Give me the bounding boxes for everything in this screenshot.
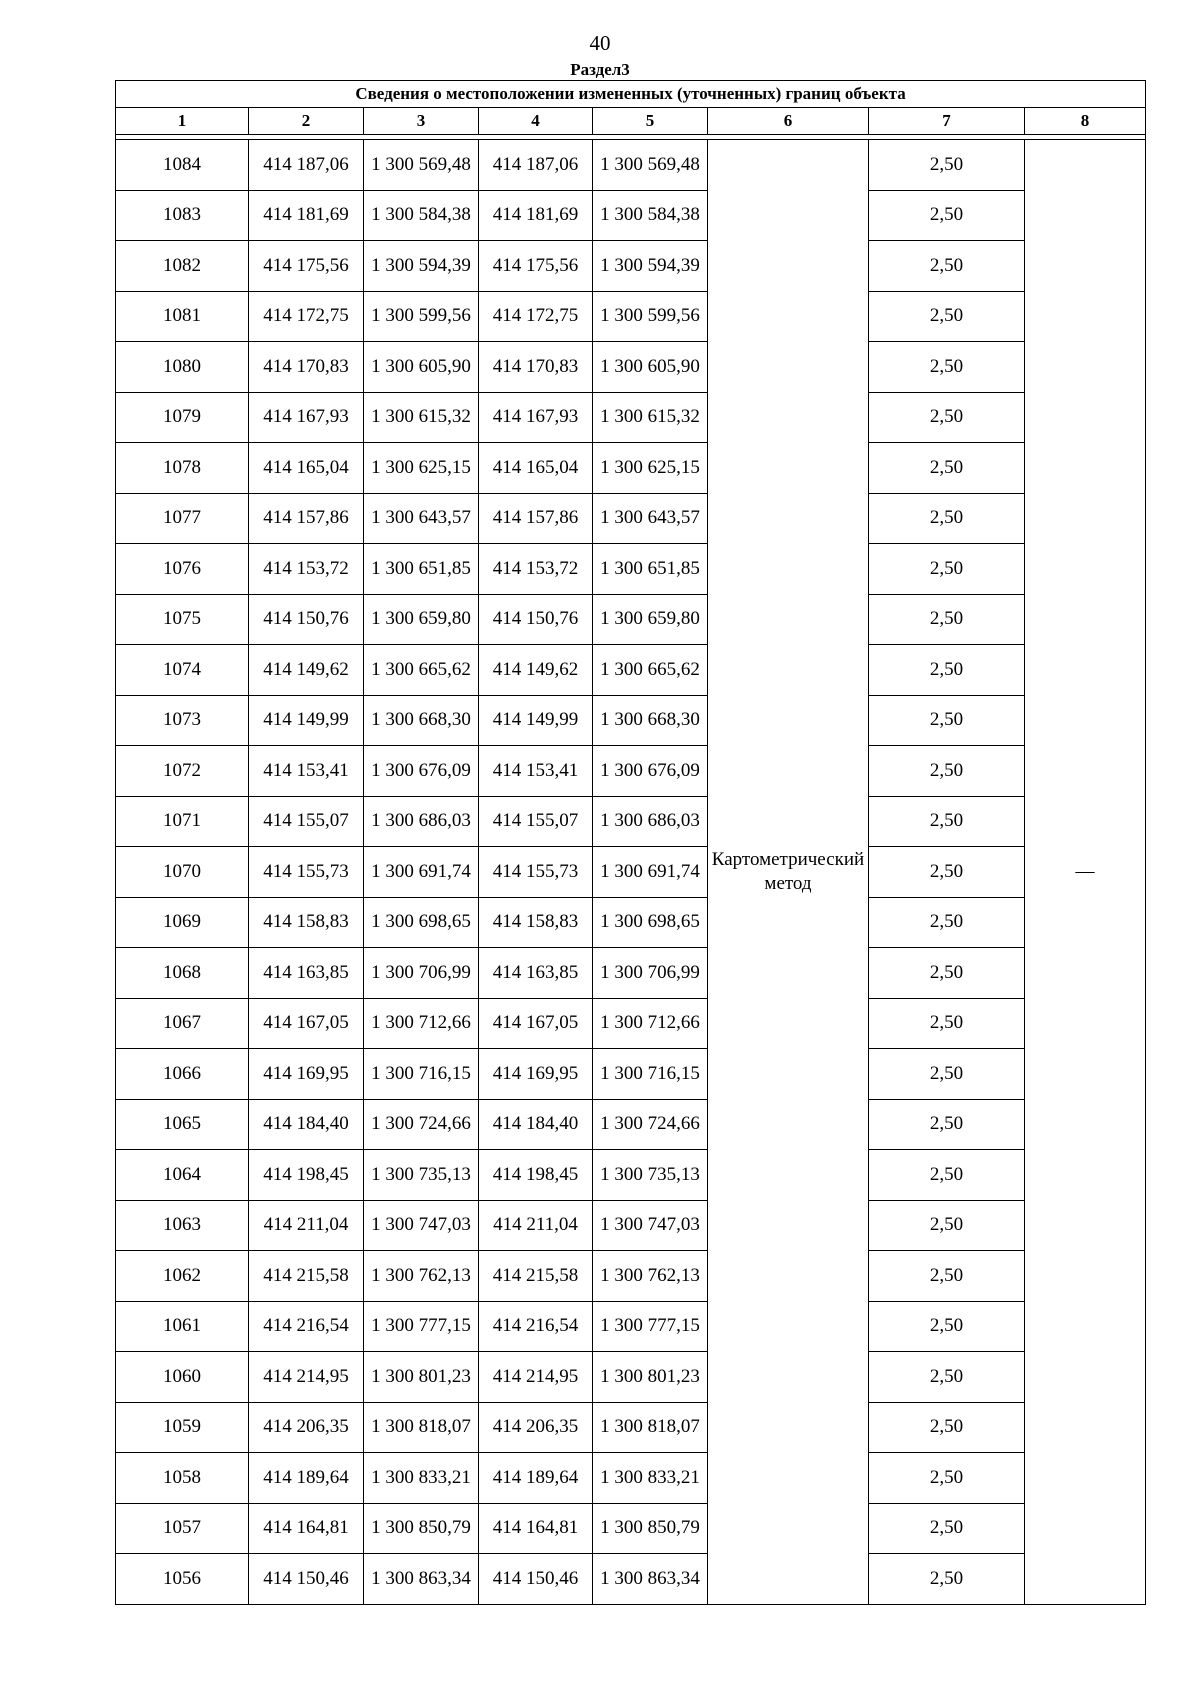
cell-y2: 1 300 818,07 bbox=[593, 1402, 708, 1453]
cell-point: 1062 bbox=[116, 1251, 249, 1302]
cell-y2: 1 300 605,90 bbox=[593, 342, 708, 393]
cell-point: 1076 bbox=[116, 544, 249, 595]
cell-y1: 1 300 668,30 bbox=[364, 695, 479, 746]
cell-accuracy: 2,50 bbox=[869, 1453, 1025, 1504]
cell-x1: 414 153,72 bbox=[249, 544, 364, 595]
cell-x1: 414 216,54 bbox=[249, 1301, 364, 1352]
cell-point: 1063 bbox=[116, 1200, 249, 1251]
table-body bbox=[116, 140, 1146, 1605]
cell-y2: 1 300 724,66 bbox=[593, 1099, 708, 1150]
cell-x2: 414 184,40 bbox=[479, 1099, 593, 1150]
cell-y1: 1 300 594,39 bbox=[364, 241, 479, 292]
cell-x1: 414 170,83 bbox=[249, 342, 364, 393]
table-row bbox=[116, 998, 1146, 1049]
table-row bbox=[116, 1049, 1146, 1100]
cell-x1: 414 150,76 bbox=[249, 594, 364, 645]
cell-y1: 1 300 735,13 bbox=[364, 1150, 479, 1201]
cell-y1: 1 300 584,38 bbox=[364, 190, 479, 241]
cell-x2: 414 167,93 bbox=[479, 392, 593, 443]
cell-accuracy: 2,50 bbox=[869, 1554, 1025, 1605]
cell-y2: 1 300 625,15 bbox=[593, 443, 708, 494]
cell-x1: 414 149,62 bbox=[249, 645, 364, 696]
table-row bbox=[116, 140, 1146, 191]
cell-x1: 414 164,81 bbox=[249, 1503, 364, 1554]
cell-y1: 1 300 676,09 bbox=[364, 746, 479, 797]
cell-accuracy: 2,50 bbox=[869, 1251, 1025, 1302]
table-row bbox=[116, 1352, 1146, 1403]
cell-y2: 1 300 850,79 bbox=[593, 1503, 708, 1554]
cell-y1: 1 300 643,57 bbox=[364, 493, 479, 544]
cell-accuracy: 2,50 bbox=[869, 1049, 1025, 1100]
cell-point: 1067 bbox=[116, 998, 249, 1049]
cell-accuracy: 2,50 bbox=[869, 241, 1025, 292]
cell-x1: 414 187,06 bbox=[249, 140, 364, 191]
table-row bbox=[116, 1503, 1146, 1554]
cell-accuracy: 2,50 bbox=[869, 1099, 1025, 1150]
cell-y1: 1 300 777,15 bbox=[364, 1301, 479, 1352]
cell-x2: 414 214,95 bbox=[479, 1352, 593, 1403]
cell-point: 1074 bbox=[116, 645, 249, 696]
cell-y1: 1 300 712,66 bbox=[364, 998, 479, 1049]
table-row bbox=[116, 645, 1146, 696]
table-row bbox=[116, 1301, 1146, 1352]
cell-accuracy: 2,50 bbox=[869, 847, 1025, 898]
cell-x1: 414 211,04 bbox=[249, 1200, 364, 1251]
cell-y2: 1 300 691,74 bbox=[593, 847, 708, 898]
cell-accuracy: 2,50 bbox=[869, 443, 1025, 494]
cell-x2: 414 187,06 bbox=[479, 140, 593, 191]
cell-x1: 414 214,95 bbox=[249, 1352, 364, 1403]
cell-y2: 1 300 686,03 bbox=[593, 796, 708, 847]
table-row bbox=[116, 190, 1146, 241]
cell-x1: 414 189,64 bbox=[249, 1453, 364, 1504]
table-row bbox=[116, 897, 1146, 948]
cell-x2: 414 172,75 bbox=[479, 291, 593, 342]
cell-y2: 1 300 569,48 bbox=[593, 140, 708, 191]
cell-y2: 1 300 651,85 bbox=[593, 544, 708, 595]
cell-x2: 414 216,54 bbox=[479, 1301, 593, 1352]
cell-accuracy: 2,50 bbox=[869, 392, 1025, 443]
cell-accuracy: 2,50 bbox=[869, 645, 1025, 696]
cell-y1: 1 300 716,15 bbox=[364, 1049, 479, 1100]
cell-accuracy: 2,50 bbox=[869, 493, 1025, 544]
table-row bbox=[116, 1099, 1146, 1150]
cell-x1: 414 155,07 bbox=[249, 796, 364, 847]
cell-accuracy: 2,50 bbox=[869, 746, 1025, 797]
cell-x1: 414 155,73 bbox=[249, 847, 364, 898]
cell-x1: 414 175,56 bbox=[249, 241, 364, 292]
cell-y2: 1 300 698,65 bbox=[593, 897, 708, 948]
cell-y1: 1 300 801,23 bbox=[364, 1352, 479, 1403]
cell-accuracy: 2,50 bbox=[869, 1352, 1025, 1403]
cell-point: 1058 bbox=[116, 1453, 249, 1504]
cell-y2: 1 300 676,09 bbox=[593, 746, 708, 797]
cell-y1: 1 300 833,21 bbox=[364, 1453, 479, 1504]
cell-x2: 414 149,99 bbox=[479, 695, 593, 746]
cell-x1: 414 172,75 bbox=[249, 291, 364, 342]
table-row bbox=[116, 1200, 1146, 1251]
cell-x2: 414 181,69 bbox=[479, 190, 593, 241]
cell-y1: 1 300 605,90 bbox=[364, 342, 479, 393]
cell-x2: 414 165,04 bbox=[479, 443, 593, 494]
cell-point: 1071 bbox=[116, 796, 249, 847]
cell-point: 1077 bbox=[116, 493, 249, 544]
cell-y2: 1 300 584,38 bbox=[593, 190, 708, 241]
cell-x1: 414 157,86 bbox=[249, 493, 364, 544]
cell-x2: 414 206,35 bbox=[479, 1402, 593, 1453]
cell-point: 1066 bbox=[116, 1049, 249, 1100]
cell-y1: 1 300 762,13 bbox=[364, 1251, 479, 1302]
cell-accuracy: 2,50 bbox=[869, 1200, 1025, 1251]
cell-accuracy: 2,50 bbox=[869, 594, 1025, 645]
cell-y1: 1 300 665,62 bbox=[364, 645, 479, 696]
cell-point: 1061 bbox=[116, 1301, 249, 1352]
cell-x1: 414 181,69 bbox=[249, 190, 364, 241]
column-header-8: 8 bbox=[1025, 108, 1146, 135]
cell-point: 1070 bbox=[116, 847, 249, 898]
table-caption: Сведения о местоположении измененных (уточненных) границ объекта bbox=[116, 81, 1146, 108]
cell-x1: 414 165,04 bbox=[249, 443, 364, 494]
cell-y2: 1 300 615,32 bbox=[593, 392, 708, 443]
cell-y2: 1 300 643,57 bbox=[593, 493, 708, 544]
cell-y2: 1 300 706,99 bbox=[593, 948, 708, 999]
cell-accuracy: 2,50 bbox=[869, 1301, 1025, 1352]
cell-point: 1084 bbox=[116, 140, 249, 191]
cell-accuracy: 2,50 bbox=[869, 544, 1025, 595]
column-header-2: 2 bbox=[249, 108, 364, 135]
cell-y2: 1 300 659,80 bbox=[593, 594, 708, 645]
cell-x1: 414 206,35 bbox=[249, 1402, 364, 1453]
cell-y2: 1 300 735,13 bbox=[593, 1150, 708, 1201]
table-row bbox=[116, 1554, 1146, 1605]
cell-y2: 1 300 599,56 bbox=[593, 291, 708, 342]
cell-y1: 1 300 599,56 bbox=[364, 291, 479, 342]
cell-x2: 414 153,41 bbox=[479, 746, 593, 797]
cell-y2: 1 300 594,39 bbox=[593, 241, 708, 292]
table-row bbox=[116, 241, 1146, 292]
cell-x1: 414 150,46 bbox=[249, 1554, 364, 1605]
cell-y2: 1 300 747,03 bbox=[593, 1200, 708, 1251]
table-row bbox=[116, 594, 1146, 645]
cell-point: 1057 bbox=[116, 1503, 249, 1554]
cell-point: 1068 bbox=[116, 948, 249, 999]
cell-y1: 1 300 706,99 bbox=[364, 948, 479, 999]
column-header-7: 7 bbox=[869, 108, 1025, 135]
cell-x2: 414 163,85 bbox=[479, 948, 593, 999]
cell-accuracy: 2,50 bbox=[869, 342, 1025, 393]
table-row bbox=[116, 796, 1146, 847]
table-row bbox=[116, 392, 1146, 443]
table-row bbox=[116, 695, 1146, 746]
table-row bbox=[116, 443, 1146, 494]
cell-point: 1075 bbox=[116, 594, 249, 645]
column-header-1: 1 bbox=[116, 108, 249, 135]
table-row bbox=[116, 948, 1146, 999]
cell-x1: 414 149,99 bbox=[249, 695, 364, 746]
cell-x2: 414 169,95 bbox=[479, 1049, 593, 1100]
cell-point: 1078 bbox=[116, 443, 249, 494]
table-row bbox=[116, 1402, 1146, 1453]
table-row bbox=[116, 544, 1146, 595]
cell-x1: 414 167,93 bbox=[249, 392, 364, 443]
table-row bbox=[116, 342, 1146, 393]
cell-y1: 1 300 625,15 bbox=[364, 443, 479, 494]
cell-point: 1082 bbox=[116, 241, 249, 292]
cell-y1: 1 300 659,80 bbox=[364, 594, 479, 645]
cell-y1: 1 300 691,74 bbox=[364, 847, 479, 898]
cell-y2: 1 300 777,15 bbox=[593, 1301, 708, 1352]
column-header-6: 6 bbox=[708, 108, 869, 135]
cell-accuracy: 2,50 bbox=[869, 998, 1025, 1049]
cell-y1: 1 300 863,34 bbox=[364, 1554, 479, 1605]
cell-x1: 414 169,95 bbox=[249, 1049, 364, 1100]
cell-x1: 414 167,05 bbox=[249, 998, 364, 1049]
cell-y1: 1 300 818,07 bbox=[364, 1402, 479, 1453]
cell-point: 1081 bbox=[116, 291, 249, 342]
cell-y1: 1 300 698,65 bbox=[364, 897, 479, 948]
cell-x1: 414 198,45 bbox=[249, 1150, 364, 1201]
cell-point: 1060 bbox=[116, 1352, 249, 1403]
cell-y2: 1 300 801,23 bbox=[593, 1352, 708, 1403]
table-row bbox=[116, 847, 1146, 898]
column-header-5: 5 bbox=[593, 108, 708, 135]
column-header-3: 3 bbox=[364, 108, 479, 135]
cell-accuracy: 2,50 bbox=[869, 1503, 1025, 1554]
cell-point: 1065 bbox=[116, 1099, 249, 1150]
cell-x2: 414 175,56 bbox=[479, 241, 593, 292]
cell-method: Картометрический метод bbox=[708, 140, 869, 1605]
coordinates-table bbox=[115, 80, 1146, 1605]
cell-x2: 414 167,05 bbox=[479, 998, 593, 1049]
cell-column8: — bbox=[1025, 140, 1146, 1605]
cell-accuracy: 2,50 bbox=[869, 1402, 1025, 1453]
cell-y1: 1 300 569,48 bbox=[364, 140, 479, 191]
cell-x2: 414 215,58 bbox=[479, 1251, 593, 1302]
cell-y1: 1 300 686,03 bbox=[364, 796, 479, 847]
cell-x2: 414 149,62 bbox=[479, 645, 593, 696]
cell-x1: 414 163,85 bbox=[249, 948, 364, 999]
cell-x2: 414 189,64 bbox=[479, 1453, 593, 1504]
column-header-4: 4 bbox=[479, 108, 593, 135]
cell-accuracy: 2,50 bbox=[869, 695, 1025, 746]
cell-y1: 1 300 651,85 bbox=[364, 544, 479, 595]
cell-accuracy: 2,50 bbox=[869, 948, 1025, 999]
cell-y1: 1 300 615,32 bbox=[364, 392, 479, 443]
cell-y2: 1 300 712,66 bbox=[593, 998, 708, 1049]
table-row bbox=[116, 1251, 1146, 1302]
cell-x2: 414 158,83 bbox=[479, 897, 593, 948]
table-row bbox=[116, 291, 1146, 342]
cell-x2: 414 150,76 bbox=[479, 594, 593, 645]
cell-accuracy: 2,50 bbox=[869, 140, 1025, 191]
cell-y2: 1 300 668,30 bbox=[593, 695, 708, 746]
cell-y2: 1 300 716,15 bbox=[593, 1049, 708, 1100]
cell-y2: 1 300 665,62 bbox=[593, 645, 708, 696]
cell-point: 1080 bbox=[116, 342, 249, 393]
cell-accuracy: 2,50 bbox=[869, 1150, 1025, 1201]
cell-x2: 414 211,04 bbox=[479, 1200, 593, 1251]
cell-x1: 414 158,83 bbox=[249, 897, 364, 948]
cell-x2: 414 155,07 bbox=[479, 796, 593, 847]
cell-point: 1083 bbox=[116, 190, 249, 241]
cell-point: 1056 bbox=[116, 1554, 249, 1605]
cell-y1: 1 300 850,79 bbox=[364, 1503, 479, 1554]
page-number: 40 bbox=[589, 31, 611, 55]
cell-x2: 414 153,72 bbox=[479, 544, 593, 595]
cell-x1: 414 215,58 bbox=[249, 1251, 364, 1302]
table-row bbox=[116, 1453, 1146, 1504]
cell-accuracy: 2,50 bbox=[869, 796, 1025, 847]
cell-x2: 414 150,46 bbox=[479, 1554, 593, 1605]
cell-x2: 414 155,73 bbox=[479, 847, 593, 898]
cell-y2: 1 300 863,34 bbox=[593, 1554, 708, 1605]
section-title: Раздел3 bbox=[570, 60, 630, 79]
cell-point: 1064 bbox=[116, 1150, 249, 1201]
cell-x2: 414 157,86 bbox=[479, 493, 593, 544]
cell-point: 1059 bbox=[116, 1402, 249, 1453]
table-row bbox=[116, 493, 1146, 544]
cell-x2: 414 164,81 bbox=[479, 1503, 593, 1554]
cell-x2: 414 170,83 bbox=[479, 342, 593, 393]
cell-y2: 1 300 833,21 bbox=[593, 1453, 708, 1504]
cell-point: 1073 bbox=[116, 695, 249, 746]
table-row bbox=[116, 1150, 1146, 1201]
table-row bbox=[116, 746, 1146, 797]
cell-x1: 414 153,41 bbox=[249, 746, 364, 797]
cell-point: 1079 bbox=[116, 392, 249, 443]
cell-x1: 414 184,40 bbox=[249, 1099, 364, 1150]
cell-accuracy: 2,50 bbox=[869, 190, 1025, 241]
cell-point: 1072 bbox=[116, 746, 249, 797]
cell-y2: 1 300 762,13 bbox=[593, 1251, 708, 1302]
cell-accuracy: 2,50 bbox=[869, 897, 1025, 948]
cell-point: 1069 bbox=[116, 897, 249, 948]
cell-y1: 1 300 724,66 bbox=[364, 1099, 479, 1150]
cell-y1: 1 300 747,03 bbox=[364, 1200, 479, 1251]
cell-x2: 414 198,45 bbox=[479, 1150, 593, 1201]
table-header-row bbox=[116, 108, 1146, 135]
cell-accuracy: 2,50 bbox=[869, 291, 1025, 342]
